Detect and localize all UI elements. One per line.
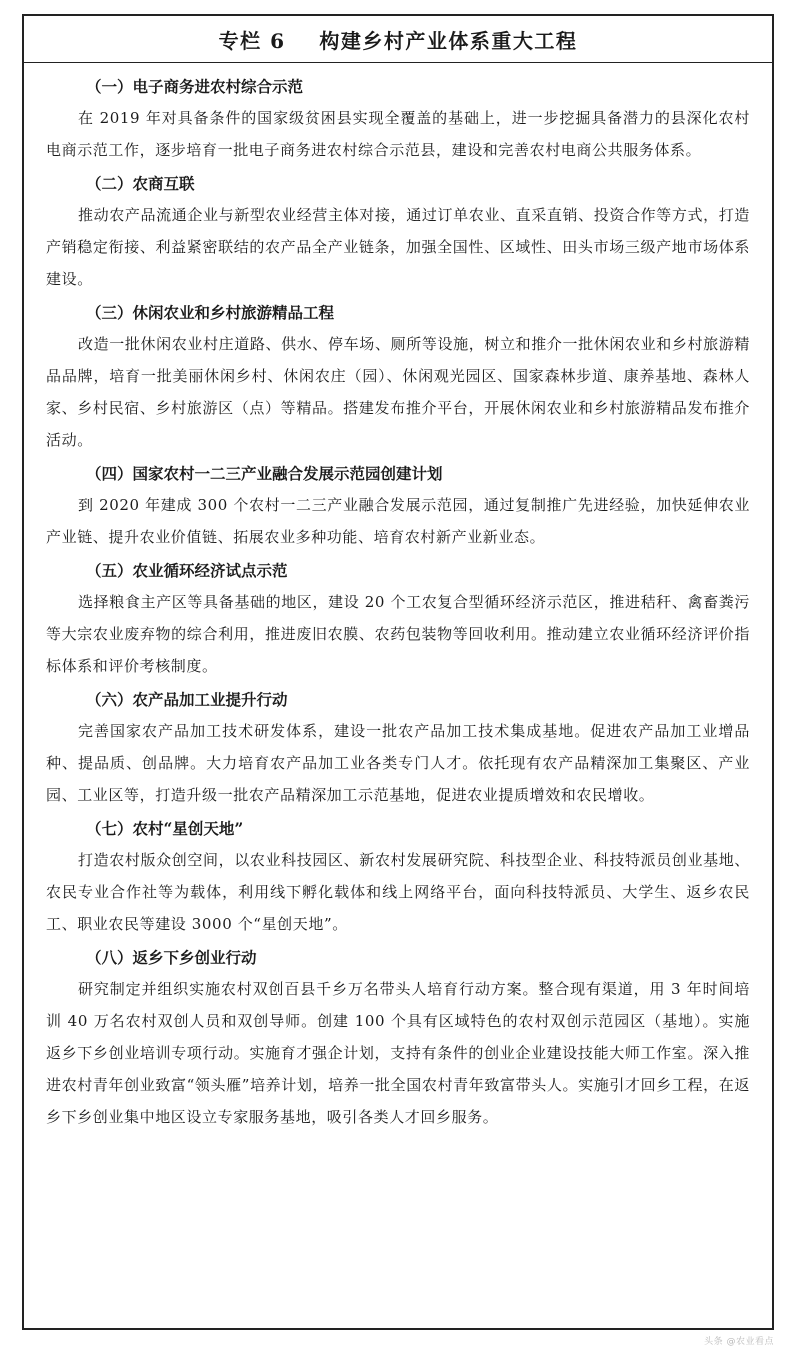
section-body: 选择粮食主产区等具备基础的地区，建设 20 个工农复合型循环经济示范区，推进秸秆、禽畜粪污等大宗农业废弃物的综合利用，推进废旧农膜、农药包装物等回收利用。推动建立农业循环经济评价指标体系和评价考核制度。	[46, 593, 750, 675]
section-8	[46, 943, 750, 1133]
section-heading: （六）农产品加工业提升行动	[86, 690, 288, 709]
title-bar	[24, 16, 772, 63]
section-2	[46, 169, 750, 295]
section-6	[46, 685, 750, 811]
section-heading: （五）农业循环经济试点示范	[86, 561, 288, 580]
section-body: 推动农产品流通企业与新型农业经营主体对接，通过订单农业、直采直销、投资合作等方式，打造产销稳定衔接、利益紧密联结的农产品全产业链条，加强全国性、区域性、田头市场三级产地市场体系建设。	[46, 206, 750, 288]
section-heading: （一）电子商务进农村综合示范	[86, 77, 304, 96]
box-title: 专栏 6 构建乡村产业体系重大工程	[218, 28, 578, 53]
section-heading: （三）休闲农业和乡村旅游精品工程	[86, 303, 335, 322]
section-body: 在 2019 年对具备条件的国家级贫困县实现全覆盖的基础上，进一步挖掘具备潜力的县深化农村电商示范工作，逐步培育一批电子商务进农村综合示范县，建设和完善农村电商公共服务体系。	[46, 109, 750, 159]
section-7	[46, 814, 750, 940]
section-body: 改造一批休闲农业村庄道路、供水、停车场、厕所等设施，树立和推介一批休闲农业和乡村旅游精品品牌，培育一批美丽休闲乡村、休闲农庄（园）、休闲观光园区、国家森林步道、康养基地、森林人家、乡村民宿、乡村旅游区（点）等精品。搭建发布推介平台，开展休闲农业和乡村旅游精品发布推介活动。	[46, 335, 750, 449]
section-body: 打造农村版众创空间，以农业科技园区、新农村发展研究院、科技型企业、科技特派员创业基地、农民专业合作社等为载体，利用线下孵化载体和线上网络平台，面向科技特派员、大学生、返乡农民工、职业农民等建设 3000 个“星创天地”。	[46, 851, 750, 933]
section-body: 研究制定并组织实施农村双创百县千乡万名带头人培育行动方案。整合现有渠道，用 3 年时间培训 40 万名农村双创人员和双创导师。创建 100 个具有区域特色的农村双创示范园区（基地）。实施返乡下乡创业培训专项行动。实施育才强企计划，支持有条件的创业企业建设技能大师工作室。深入推进农村青年创业致富“领头雁”培养计划，培养一批全国农村青年致富带头人。实施引才回乡工程，在返乡下乡创业集中地区设立专家服务基地，吸引各类人才回乡服务。	[46, 980, 750, 1126]
section-heading: （二）农商互联	[86, 174, 195, 193]
section-body: 到 2020 年建成 300 个农村一二三产业融合发展示范园，通过复制推广先进经验，加快延伸农业产业链、提升农业价值链、拓展农业多种功能、培育农村新产业新业态。	[46, 496, 750, 546]
section-5	[46, 556, 750, 682]
watermark: 头条 @农业看点	[704, 1337, 774, 1347]
box-content	[24, 63, 772, 1133]
section-heading: （八）返乡下乡创业行动	[86, 948, 257, 967]
section-1	[46, 72, 750, 166]
section-4	[46, 459, 750, 553]
section-body: 完善国家农产品加工技术研发体系，建设一批农产品加工技术集成基地。促进农产品加工业增品种、提品质、创品牌。大力培育农产品加工业各类专门人才。依托现有农产品精深加工集聚区、产业园、工业区等，打造升级一批农产品精深加工示范基地，促进农业提质增效和农民增收。	[46, 722, 750, 804]
feature-box	[22, 14, 774, 1330]
section-heading: （七）农村“星创天地”	[86, 819, 244, 838]
section-heading: （四）国家农村一二三产业融合发展示范园创建计划	[86, 464, 443, 483]
section-3	[46, 298, 750, 456]
